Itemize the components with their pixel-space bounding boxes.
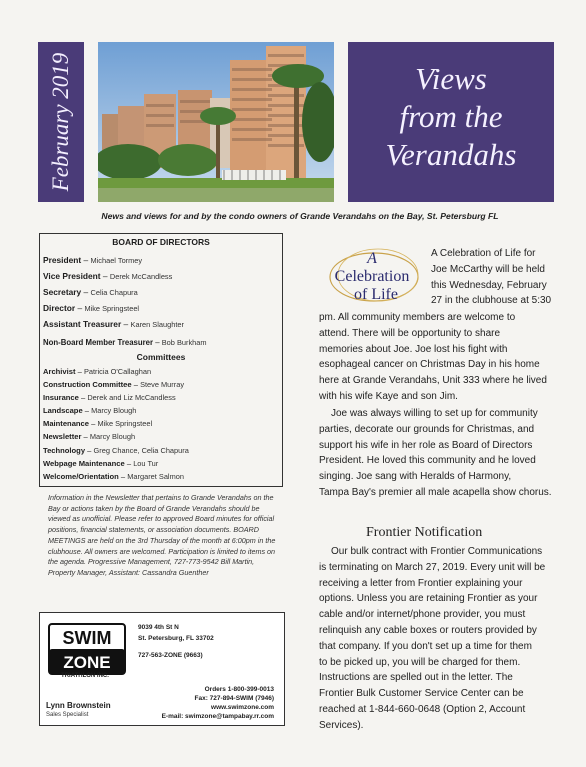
swimzone-advertisement [39,612,285,726]
masthead [348,42,554,202]
ad-address [138,622,214,661]
date-banner [38,42,84,202]
board-officer: President – Michael Tormey [43,255,143,265]
ad-contact-name: Lynn Brownstein [46,701,111,710]
committee-row: Technology – Greg Chance, Celia Chapura [43,446,189,455]
celebration-body: pm. All community members are welcome to attend. There will be opportunity to share memories about Joe. Joe lost his fight with esophageal cancer on Christmas Day in his home here at Grande Verandahs, Unit 333 where he lived with his wife Kaye and son Jim. [319,312,547,402]
ad-phone: 727-563-ZONE (9663) [138,652,203,659]
board-of-directors-box [39,233,283,487]
building-photo [98,42,334,202]
celebration-logo-a: A [367,250,377,267]
tagline: News and views for and by the condo owners of Grande Verandahs on the Bay, St. Petersburg FL [101,211,499,221]
committee-row: Construction Committee – Steve Murray [43,380,185,389]
committee-row: Insurance – Derek and Liz McCandless [43,393,176,402]
board-officer: Director – Mike Springsteel [43,303,140,313]
board-officer: Vice President – Derek McCandless [43,271,173,281]
ad-contact-info [162,685,274,721]
celebration-logo-word2: of Life [354,286,398,303]
board-officer: Assistant Treasurer – Karen Slaughter [43,319,184,329]
swimzone-logo-bottom: ZONE [63,653,111,672]
swimzone-logo-top: SWIM [62,628,112,648]
frontier-body: Our bulk contract with Frontier Communications is terminating on March 27, 2019. Every unit will be receiving a letter from Frontier explaining your options. Unless you are retaining Frontier as your cable and/or internet/phone provider, you must relinquish any cable boxes or routers provided by that company. If you don't set up a time for them to be picked up, you will be charged for them. Instructions are spelled out in the letter. The Frontier Bulk Customer Service Center can be reached at 1-844-660-0648 (Option 2, Account Services). [319,546,546,731]
title-line-2: from the [399,99,503,134]
title-line-1: Views [415,61,487,96]
swimzone-logo [48,623,126,675]
ad-contact-role: Sales Specialist [46,712,89,718]
condo-towers-image [98,42,334,202]
ad-fax: Fax: 727-894-SWIM (7946) [194,695,274,702]
celebration-paragraph-2: Joe was always willing to set up for community parties, decorate our grounds for Christmas, and support his wife in her role as Board of Directors President. He loved this community and he loved singing. Joe sang with Heralds of Harmony, Tampa Bay's premier all male acapella show chorus. [319,408,552,498]
committee-row: Newsletter – Marcy Blough [43,432,136,441]
board-officer: Secretary – Celia Chapura [43,287,138,297]
issue-date: February 2019 [48,52,73,192]
ad-website: www.swimzone.com [211,704,274,711]
committee-row: Welcome/Orientation – Margaret Salmon [43,472,184,481]
swimzone-logo-sub: TRIATHLON INC. [61,673,109,679]
newsletter-disclaimer: Information in the Newsletter that pertains to Grande Verandahs on the Bay or actions taken by the Board of Grande Verandahs should be viewed as unofficial. Please refer to approved Board minutes for official positions, financial statements, or association documents. BOARD MEETINGS are held on the 3rd Thursday of the month at 6:00pm in the clubhouse. All owners are welcomed. Participation is limited to items on the agenda. Progressive Management, 727-773-9542 Bill Martin, Property Manager, Assistant: Cassandra Guenther [48,493,276,577]
celebration-intro: A Celebration of Life for Joe McCarthy will be held this Wednesday, February 27 in the clubhouse at 5:30 [431,248,552,307]
celebration-logo-word1: Celebration [334,268,410,285]
ad-city: St. Petersburg, FL 33702 [138,635,214,642]
committee-row: Webpage Maintenance – Lou Tur [43,459,159,468]
board-heading: BOARD OF DIRECTORS [112,237,210,247]
title-line-3: Verandahs [385,137,517,172]
newsletter-title [348,60,554,174]
ad-email: E-mail: swimzone@tampabay.rr.com [161,713,274,720]
non-board-treasurer: Non-Board Member Treasurer – Bob Burkham [43,338,207,347]
ad-orders: Orders 1-800-399-0013 [204,686,274,693]
frontier-heading: Frontier Notification [366,525,483,540]
committee-row: Landscape – Marcy Blough [43,406,137,415]
committee-row: Maintenance – Mike Springsteel [43,419,153,428]
celebration-of-life-logo [328,243,428,307]
committees-heading: Committees [136,352,186,362]
ad-street: 9039 4th St N [138,624,179,631]
committee-row: Archivist – Patricia O'Callaghan [43,367,152,376]
